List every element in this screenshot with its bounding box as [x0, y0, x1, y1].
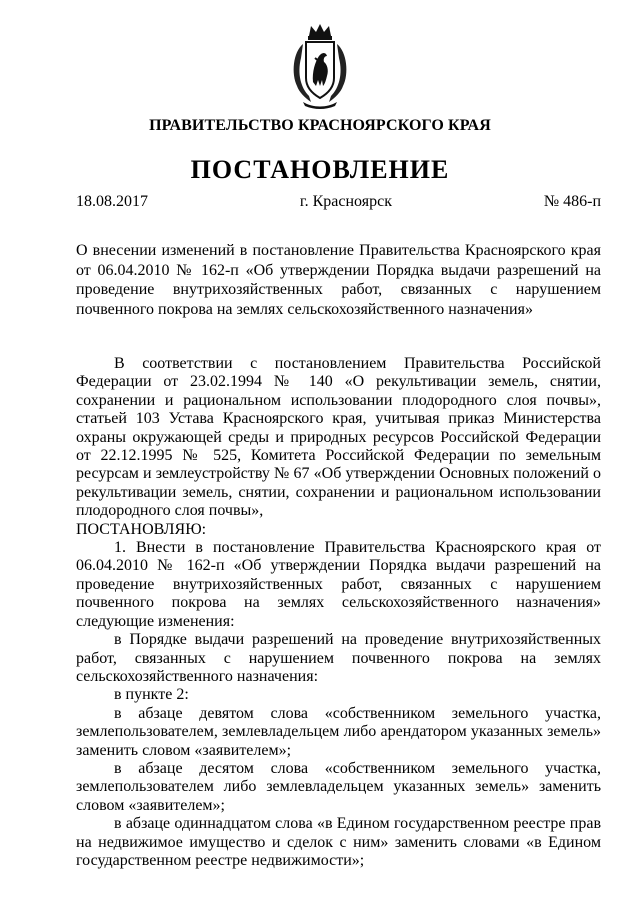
order-intro-paragraph: в Порядке выдачи разрешений на проведение внутрихозяйственных работ, связанных с нарушением почвенного покрова на землях сельскохозяйственного назначения:	[76, 631, 601, 685]
document-type-heading: ПОСТАНОВЛЕНИЕ	[190, 155, 450, 184]
item-1-paragraph: 1. Внести в постановление Правительства Красноярского края от 06.04.2010 № 162-п «Об утверждении Порядка выдачи разрешений на проведение внутрихозяйственных работ, связанных с нарушением почвенного покрова на землях сельскохозяйственного назначения» следующие изменения:	[76, 539, 601, 630]
coat-of-arms-icon	[289, 22, 351, 110]
document-title: О внесении изменений в постановление Правительства Красноярского края от 06.04.2010 № 162-п «Об утверждении Порядка выдачи разрешений на проведение внутрихозяйственных работ, связанных с нарушением почвенного покрова на землях сельскохозяйственного назначения»	[76, 242, 601, 318]
document-meta-line	[76, 193, 601, 211]
paragraph-10-amendment: в абзаце десятом слова «собственником земельного участка, землепользователем либо землевладельцем указанных земель» заменить словом «заявителем»;	[76, 759, 601, 814]
point-2-paragraph: в пункте 2:	[114, 686, 189, 704]
document-date: 18.08.2017	[76, 193, 148, 210]
paragraph-11-amendment: в абзаце одиннадцатом слова «в Едином государственном реестре прав на недвижимое имущество и сделок с ним» заменить словами «в Едином государственном реестре недвижимости»;	[76, 815, 601, 869]
resolve-statement: ПОСТАНОВЛЯЮ:	[76, 520, 207, 538]
document-body	[76, 355, 601, 870]
paragraph-9-amendment: в абзаце девятом слова «собственником земельного участка, землепользователем, землевладельцем либо арендатором указанных земель» заменить словом «заявителем»;	[76, 704, 601, 759]
document-city: г. Красноярск	[299, 193, 392, 210]
document-number: № 486-п	[543, 193, 601, 210]
preamble-paragraph: В соответствии с постановлением Правительства Российской Федерации от 23.02.1994 № 140 «О рекультивации земель, снятии, сохранении и рациональном использовании плодородного слоя почвы», статьей 103 Устава Красноярского края, учитывая приказ Министерства охраны окружающей среды и природных ресурсов Российской Федерации от 22.12.1995 № 525, Комитета Российской Федерации по земельным ресурсам и землеустройству № 67 «Об утверждении Основных положений о рекультивации земель, снятии, сохранении и рациональном использовании плодородного слоя почвы»,	[76, 355, 601, 520]
issuing-authority: ПРАВИТЕЛЬСТВО КРАСНОЯРСКОГО КРАЯ	[149, 117, 491, 134]
